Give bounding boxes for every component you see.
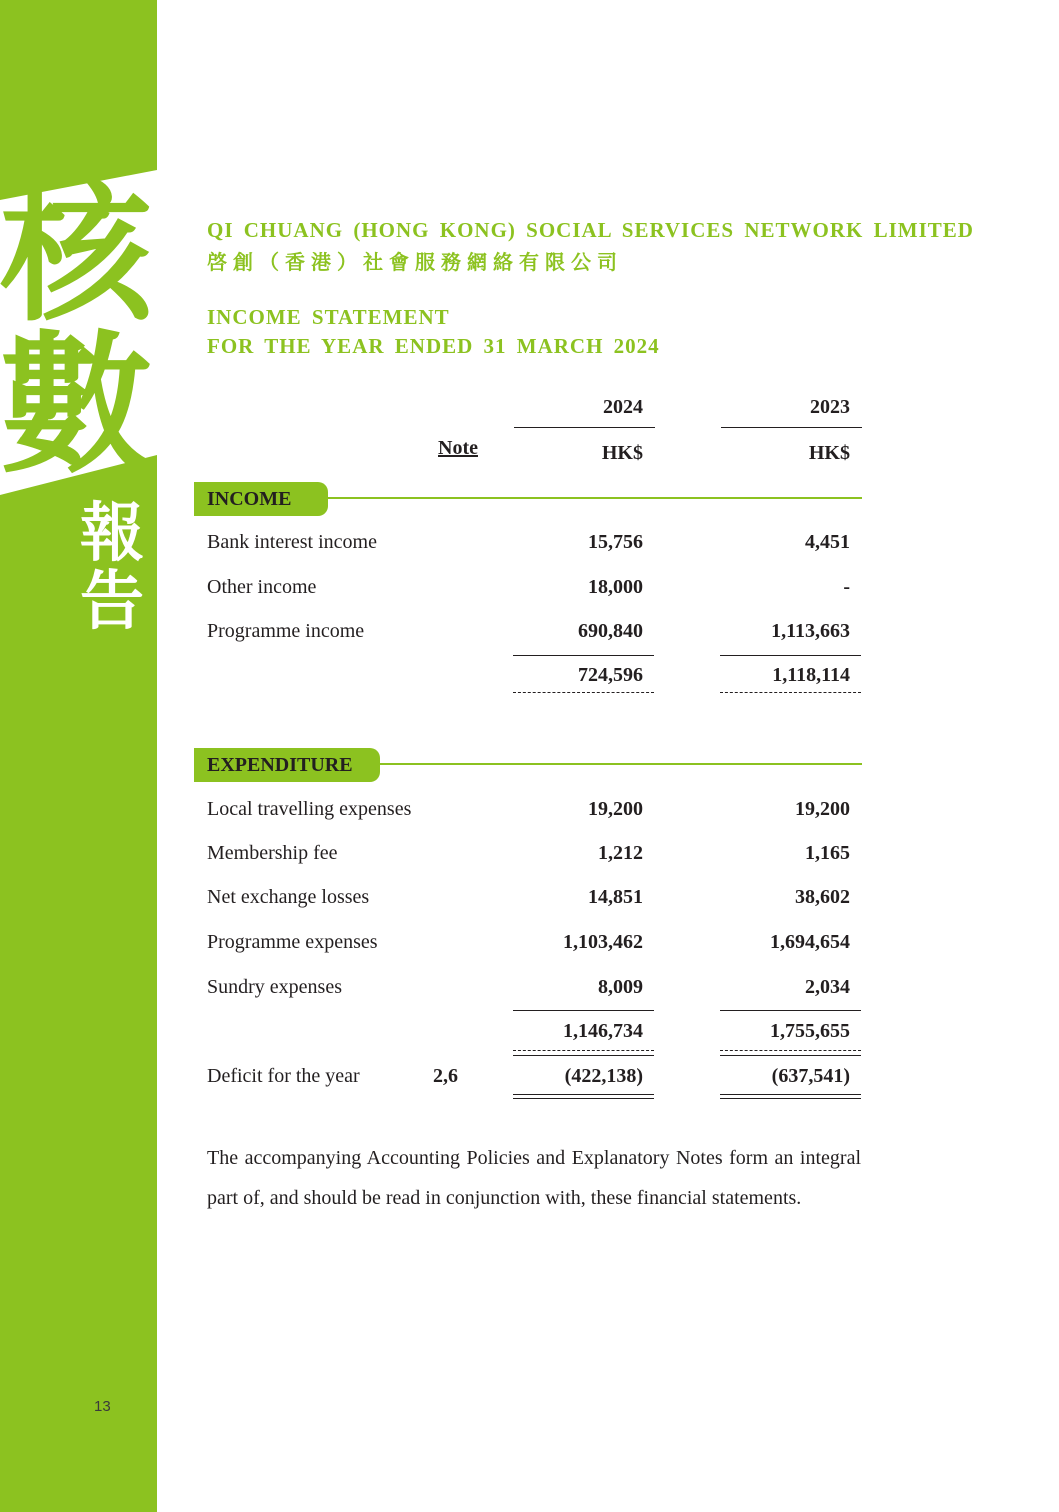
expenditure-row-label: Programme expenses bbox=[207, 931, 378, 953]
expenditure-total-2024: 1,146,734 bbox=[563, 1020, 643, 1042]
expenditure-total-2023: 1,755,655 bbox=[770, 1020, 850, 1042]
column-currency-2024: HK$ bbox=[601, 442, 643, 464]
column-rule-2024 bbox=[514, 427, 655, 428]
company-name-zh: 啓創（香港）社會服務網絡有限公司 bbox=[207, 250, 623, 274]
expenditure-row-2023: 2,034 bbox=[805, 976, 850, 998]
deficit-2024: (422,138) bbox=[564, 1065, 643, 1087]
expenditure-row-2024: 1,212 bbox=[598, 842, 643, 864]
expenditure-row-label: Net exchange losses bbox=[207, 886, 370, 908]
company-name-en: QI CHUANG (HONG KONG) SOCIAL SERVICES NETWORK LIMITED bbox=[207, 218, 974, 242]
expenditure-row-2024: 1,103,462 bbox=[563, 931, 643, 953]
income-subtotal-rule-2023 bbox=[720, 655, 861, 656]
sidebar-title-char-1: 核 bbox=[0, 165, 152, 342]
deficit-top-rule-2023 bbox=[720, 1055, 861, 1056]
deficit-double-rule-2024 bbox=[513, 1094, 654, 1099]
expenditure-total-dash-2024 bbox=[513, 1050, 654, 1051]
expenditure-subtotal-rule-2024 bbox=[513, 1010, 654, 1011]
column-note: Note bbox=[438, 437, 478, 459]
income-total-2023: 1,118,114 bbox=[772, 664, 850, 686]
sidebar-band bbox=[0, 0, 157, 1512]
expenditure-row-2023: 1,165 bbox=[805, 842, 850, 864]
income-total-dash-2023 bbox=[720, 692, 861, 693]
income-total-2024: 724,596 bbox=[578, 664, 643, 686]
deficit-label: Deficit for the year bbox=[207, 1065, 360, 1087]
income-row-label: Other income bbox=[207, 576, 317, 598]
income-heading-line bbox=[327, 497, 862, 499]
statement-period: FOR THE YEAR ENDED 31 MARCH 2024 bbox=[207, 334, 660, 358]
column-currency-2023: HK$ bbox=[808, 442, 850, 464]
income-total-dash-2024 bbox=[513, 692, 654, 693]
income-row-2023: 4,451 bbox=[805, 531, 850, 553]
expenditure-total-dash-2023 bbox=[720, 1050, 861, 1051]
expenditure-row-label: Membership fee bbox=[207, 842, 338, 864]
deficit-note: 2,6 bbox=[433, 1065, 458, 1087]
sidebar-title-char-2: 數 bbox=[0, 317, 152, 494]
expenditure-row-2023: 1,694,654 bbox=[770, 931, 850, 953]
column-year-2023: 2023 bbox=[810, 396, 850, 418]
sidebar-subtitle-char-2: 告 bbox=[80, 565, 144, 639]
income-row-2024: 690,840 bbox=[578, 620, 643, 642]
footnote: The accompanying Accounting Policies and Explanatory Notes form an integral part of, and should be read in conjunction with, these financial statements. bbox=[207, 1147, 861, 1209]
expenditure-row-label: Sundry expenses bbox=[207, 976, 342, 998]
expenditure-heading: EXPENDITURE bbox=[194, 748, 380, 782]
expenditure-row-label: Local travelling expenses bbox=[207, 798, 412, 820]
statement-title: INCOME STATEMENT bbox=[207, 305, 450, 329]
deficit-double-rule-2023 bbox=[720, 1094, 861, 1099]
income-heading: INCOME bbox=[194, 482, 328, 516]
expenditure-row-2024: 14,851 bbox=[588, 886, 643, 908]
income-row-2024: 18,000 bbox=[588, 576, 643, 598]
income-row-2024: 15,756 bbox=[588, 531, 643, 553]
expenditure-heading-line bbox=[379, 763, 862, 765]
page-number: 13 bbox=[94, 1398, 111, 1415]
sidebar-subtitle-char-1: 報 bbox=[80, 497, 144, 571]
income-row-label: Programme income bbox=[207, 620, 365, 642]
income-subtotal-rule-2024 bbox=[513, 655, 654, 656]
expenditure-row-2024: 19,200 bbox=[588, 798, 643, 820]
expenditure-row-2024: 8,009 bbox=[598, 976, 643, 998]
income-row-2023: 1,113,663 bbox=[771, 620, 850, 642]
column-rule-2023 bbox=[721, 427, 862, 428]
expenditure-subtotal-rule-2023 bbox=[720, 1010, 861, 1011]
deficit-top-rule-2024 bbox=[513, 1055, 654, 1056]
income-row-label: Bank interest income bbox=[207, 531, 377, 553]
expenditure-row-2023: 19,200 bbox=[795, 798, 850, 820]
expenditure-row-2023: 38,602 bbox=[795, 886, 850, 908]
column-year-2024: 2024 bbox=[603, 396, 643, 418]
income-row-2023: - bbox=[843, 576, 850, 598]
deficit-2023: (637,541) bbox=[771, 1065, 850, 1087]
